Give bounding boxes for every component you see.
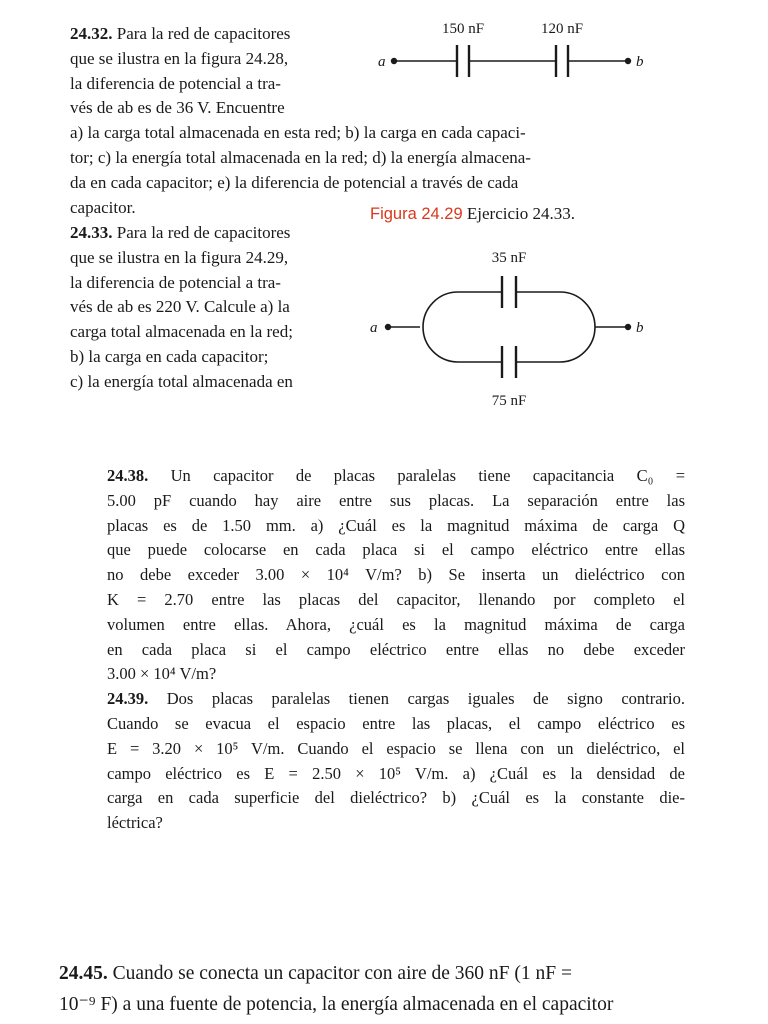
problem-24-45 bbox=[59, 958, 755, 1020]
figure-24-29-top-cap-label: 35 nF bbox=[491, 250, 527, 266]
problem-24-32-line-8: capacitor. bbox=[70, 197, 136, 217]
problem-24-38-line-7: volumen entre ellas. Ahora, ¿cuál es la magnitud máxima de carga bbox=[107, 614, 685, 634]
problem-24-39-line-1: 24.39. Dos placas paralelas tienen cargas iguales de signo contrario. bbox=[107, 689, 685, 709]
problem-24-33-line-4: vés de ab es 220 V. Calcule a) la bbox=[70, 297, 290, 317]
problem-24-39-line-3: E = 3.20 × 10⁵ V/m. Cuando el espacio se llena con un dieléctrico, el bbox=[107, 738, 685, 758]
figure-24-28-cap1-label: 150 nF bbox=[441, 21, 485, 37]
problem-24-33-line-5: carga total almacenada en la red; bbox=[70, 322, 293, 342]
figure-24-29-terminal-a: a bbox=[370, 320, 378, 336]
problem-24-33-line-2: que se ilustra en la figura 24.29, bbox=[70, 247, 289, 267]
problem-24-32-number: 24.32. bbox=[70, 24, 113, 43]
problem-24-33-line-7: c) la energía total almacenada en bbox=[70, 371, 293, 391]
figure-24-28-terminal-b-dot bbox=[625, 58, 631, 64]
figure-24-29-bottom-cap-label: 75 nF bbox=[491, 393, 527, 409]
problem-24-38-line-8: en cada placa si el campo eléctrico entre ellas no debe exceder bbox=[107, 639, 685, 659]
problem-24-33-line-6: b) la carga en cada capacitor; bbox=[70, 346, 269, 366]
problem-24-32-line-3: la diferencia de potencial a tra- bbox=[70, 73, 281, 93]
figure-24-29-top-cap-gap bbox=[502, 275, 516, 309]
figure-24-28-terminal-b: b bbox=[636, 54, 644, 70]
figure-24-29-caption-text: Ejercicio 24.33. bbox=[462, 204, 576, 223]
problem-24-39-line-5: carga en cada superficie del dieléctrico? b) ¿Cuál es la constante die- bbox=[107, 788, 685, 808]
problem-24-38-line-1: 24.38. Un capacitor de placas paralelas tiene capacitancia C₀ = bbox=[107, 466, 685, 485]
problems-24-38-24-39 bbox=[107, 464, 685, 836]
problem-24-45-line-2: 10⁻⁹ F) a una fuente de potencia, la energía almacenada en el capacitor bbox=[59, 994, 614, 1015]
problem-24-39-line-4: campo eléctrico es E = 2.50 × 10⁵ V/m. a) ¿Cuál es la densidad de bbox=[107, 763, 685, 783]
problem-24-33-number: 24.33. bbox=[70, 223, 113, 242]
problem-24-39-number: 24.39. bbox=[107, 689, 149, 709]
problem-24-32-line-4: vés de ab es de 36 V. Encuentre bbox=[70, 98, 285, 118]
problem-24-39-line-2: Cuando se evacua el espacio entre las placas, el campo eléctrico es bbox=[107, 713, 685, 733]
problem-24-38-line-5: no debe exceder 3.00 × 10⁴ V/m? b) Se inserta un dieléctrico con bbox=[107, 565, 685, 585]
problem-24-38-number: 24.38. bbox=[107, 466, 149, 485]
figure-24-29-terminal-b: b bbox=[636, 320, 644, 336]
figure-24-28-diagram bbox=[370, 14, 660, 84]
problem-24-45-line-1: 24.45. Cuando se conecta un capacitor con aire de 360 nF (1 nF = bbox=[59, 963, 572, 984]
figure-24-28-cap2-label: 120 nF bbox=[540, 21, 584, 37]
figure-24-28-cap1-gap bbox=[457, 44, 469, 78]
problem-24-33-line-3: la diferencia de potencial a tra- bbox=[70, 272, 281, 292]
figure-24-29-label: Figura 24.29 bbox=[370, 205, 463, 223]
figure-24-29-terminal-b-dot bbox=[625, 324, 631, 330]
problem-24-38-line-9: 3.00 × 10⁴ V/m? bbox=[107, 664, 217, 684]
figure-24-29-diagram bbox=[370, 240, 660, 420]
problem-24-33-line-1: 24.33. Para la red de capacitores bbox=[70, 223, 291, 242]
figure-24-28-cap2-gap bbox=[556, 44, 568, 78]
problem-24-32-line-6: tor; c) la energía total almacenada en la red; d) la energía almacena- bbox=[70, 147, 531, 167]
problem-24-32-line-7: da en cada capacitor; e) la diferencia de potencial a través de cada bbox=[70, 172, 519, 192]
problem-24-38-line-6: K = 2.70 entre las placas del capacitor, llenando por completo el bbox=[107, 589, 685, 609]
problem-24-32-line-5: a) la carga total almacenada en esta red; b) la carga en cada capaci- bbox=[70, 123, 526, 143]
figure-24-28-terminal-a: a bbox=[378, 54, 386, 70]
problem-24-45-number: 24.45. bbox=[59, 963, 108, 984]
problem-24-33 bbox=[70, 221, 352, 395]
figure-24-29-caption bbox=[370, 204, 575, 224]
problem-24-32-line-2: que se ilustra en la figura 24.28, bbox=[70, 48, 289, 68]
problem-24-38-line-3: placas es de 1.50 mm. a) ¿Cuál es la magnitud máxima de carga Q bbox=[107, 515, 685, 535]
figure-24-29-bottom-cap-gap bbox=[502, 345, 516, 379]
problem-24-38-line-4: que puede colocarse en cada placa si el campo eléctrico entre ellas bbox=[107, 540, 685, 560]
problem-24-32-line-1: 24.32. Para la red de capacitores bbox=[70, 24, 291, 43]
problem-24-39-line-6: léctrica? bbox=[107, 813, 163, 833]
problem-24-38-line-2: 5.00 pF cuando hay aire entre sus placas. La separación entre las bbox=[107, 490, 685, 510]
